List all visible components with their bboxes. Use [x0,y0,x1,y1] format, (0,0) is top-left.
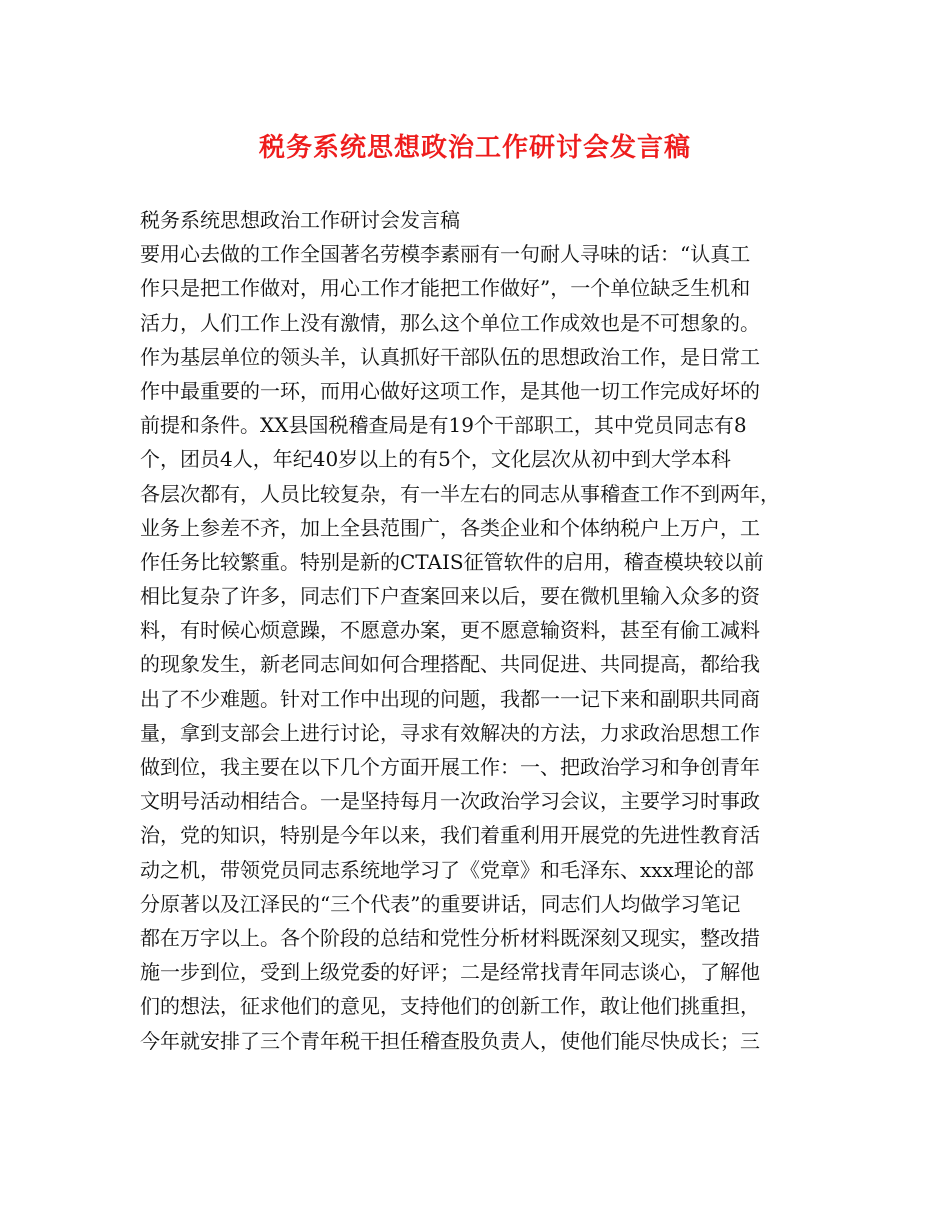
body-text-line: 治，党的知识，特别是今年以来，我们着重利用开展党的先进性教育活 [140,823,760,848]
body-text-line: 们的想法，征求他们的意见，支持他们的创新工作，敢让他们挑重担， [140,994,760,1019]
body-text-line: 作只是把工作做对，用心工作才能把工作做好”，一个单位缺乏生机和 [140,276,751,301]
body-text-line: 作任务比较繁重。特别是新的CTAIS征管软件的启用，稽查模块较以前 [140,549,764,574]
body-text-line: 做到位，我主要在以下几个方面开展工作：一、把政治学习和争创青年 [140,755,760,779]
body-text-line: 施一步到位，受到上级党委的好评；二是经常找青年同志谈心，了解他 [140,960,760,985]
body-text-line: 业务上参差不齐，加上全县范围广，各类企业和个体纳税户上万户，工 [140,515,760,540]
body-text-line: 各层次都有，人员比较复杂，有一半左右的同志从事稽查工作不到两年， [140,481,780,506]
body-text-line: 出了不少难题。针对工作中出现的问题，我都一一记下来和副职共同商 [140,686,760,711]
body-text-line: 动之机，带领党员同志系统地学习了《党章》和毛泽东、xxx理论的部 [140,857,754,882]
body-text-line: 分原著以及江泽民的“三个代表”的重要讲话，同志们人均做学习笔记 [140,891,741,916]
body-text-line: 活力，人们工作上没有激情，那么这个单位工作成效也是不可想象的。 [140,310,760,335]
document-title: 税务系统思想政治工作研讨会发言稿 [258,133,691,163]
body-text-line: 料，有时候心烦意躁，不愿意办案，更不愿意输资料，甚至有偷工减料 [140,618,760,643]
body-text-line: 的现象发生，新老同志间如何合理搭配、共同促进、共同提高，都给我 [140,652,760,677]
body-text-line: 相比复杂了许多，同志们下户查案回来以后，要在微机里输入众多的资 [140,584,760,609]
body-text-line: 前提和条件。XX县国税稽查局是有19个干部职工，其中党员同志有8 [140,413,747,438]
body-text-line: 今年就安排了三个青年税干担任稽查股负责人，使他们能尽快成长；三 [140,1028,760,1053]
body-text-line: 要用心去做的工作全国著名劳模李素丽有一句耐人寻味的话：“认真工 [140,242,751,267]
body-text-line: 文明号活动相结合。一是坚持每月一次政治学习会议，主要学习时事政 [140,789,760,814]
body-text-line: 作为基层单位的领头羊，认真抓好干部队伍的思想政治工作，是日常工 [140,344,760,369]
body-text-line: 作中最重要的一环，而用心做好这项工作，是其他一切工作完成好坏的 [140,378,760,403]
document-body [140,203,820,1058]
body-text-line: 都在万字以上。各个阶段的总结和党性分析材料既深刻又现实，整改措 [140,925,760,950]
body-text-line: 个，团员4人，年纪40岁以上的有5个，文化层次从初中到大学本科 [140,447,731,472]
body-subtitle-line: 税务系统思想政治工作研讨会发言稿 [140,208,460,232]
body-text-line: 量，拿到支部会上进行讨论，寻求有效解决的方法，力求政治思想工作 [140,720,760,745]
